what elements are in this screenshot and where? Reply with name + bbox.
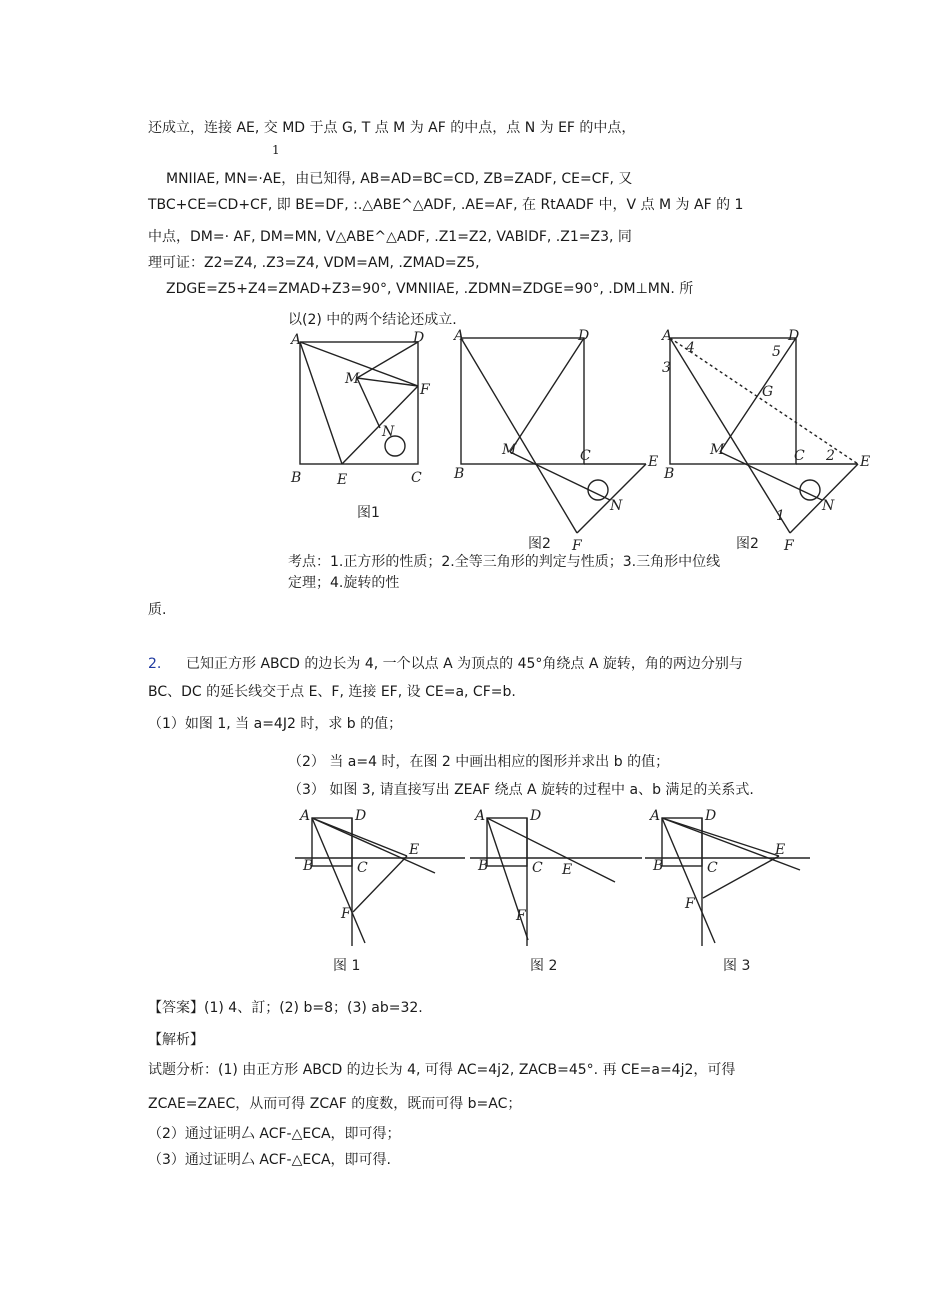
solution-superscript: 1: [272, 143, 280, 157]
label-F: F: [516, 908, 526, 924]
geometry-figure-2: [450, 330, 660, 555]
label-B: B: [454, 466, 465, 482]
label-M: M: [710, 442, 725, 458]
label-F: F: [685, 896, 695, 912]
geometry-figure-1: [285, 330, 435, 530]
label-C: C: [707, 860, 718, 876]
caption: 图 3: [723, 958, 751, 974]
solution-line-3: TBC+CE=CD+CF, 即 BE=DF, :.△ABE^△ADF, .AE=AF, 在 RtAADF 中，V 点 M 为 AF 的 1: [148, 197, 744, 213]
problem-stem-line-1: 已知正方形 ABCD 的边长为 4, 一个以点 A 为顶点的 45°角绕点 A 旋转，角的两边分别与: [186, 656, 743, 672]
label-2: 2: [826, 448, 835, 464]
label-E: E: [337, 472, 348, 488]
label-F: F: [341, 906, 351, 922]
label-A: A: [291, 332, 302, 348]
label-A: A: [300, 808, 311, 824]
label-E: E: [562, 862, 573, 878]
label-G: G: [762, 384, 774, 400]
label-D: D: [788, 328, 800, 344]
label-F: F: [420, 382, 430, 398]
label-N: N: [382, 424, 395, 440]
analysis-line-1: 试题分析：(1) 由正方形 ABCD 的边长为 4, 可得 AC=4j2, ZACB=45°. 再 CE=a=4j2，可得: [148, 1062, 736, 1078]
square: [487, 818, 527, 866]
label-D: D: [355, 808, 367, 824]
label-B: B: [653, 858, 664, 874]
label-D: D: [705, 808, 717, 824]
label-A: A: [454, 328, 465, 344]
solution-line-7: 以(2) 中的两个结论还成立.: [288, 312, 457, 328]
problem-figure-1: [295, 808, 470, 978]
solution-line-4: 中点，DM=· AF, DM=MN, V△ABE^△ADF, .Z1=Z2, VABlDF, .Z1=Z3, 同: [148, 229, 632, 245]
label-4: 4: [686, 340, 695, 356]
problem-stem-line-2: BC、DC 的延长线交于点 E、F, 连接 EF, 设 CE=a, CF=b.: [148, 684, 516, 700]
problem-number: 2.: [148, 656, 162, 672]
square: [312, 818, 352, 866]
label-C: C: [357, 860, 368, 876]
label-B: B: [303, 858, 314, 874]
label-E: E: [860, 454, 871, 470]
analysis-heading: 【解析】: [148, 1032, 204, 1048]
label-5: 5: [772, 344, 781, 360]
label-M: M: [502, 442, 517, 458]
label-B: B: [291, 470, 302, 486]
label-F: F: [784, 538, 794, 554]
geometry-figure-3: [660, 330, 890, 555]
kaodian-line-2: 定理；4.旋转的性: [288, 575, 400, 591]
label-3: 3: [662, 360, 671, 376]
label-A: A: [650, 808, 661, 824]
label-D: D: [530, 808, 542, 824]
question-2: （2） 当 a=4 时，在图 2 中画出相应的图形并求出 b 的值；: [288, 754, 670, 770]
kaodian-line-3: 质.: [148, 602, 167, 618]
problem-figure-2: [470, 808, 645, 978]
question-3: （3） 如图 3, 请直接写出 ZEAF 绕点 A 旋转的过程中 a、b 满足的关系式.: [288, 782, 754, 798]
caption: 图2: [736, 536, 759, 552]
label-C: C: [411, 470, 422, 486]
label-A: A: [475, 808, 486, 824]
label-D: D: [578, 328, 590, 344]
label-A: A: [662, 328, 673, 344]
square: [461, 338, 584, 464]
label-C: C: [532, 860, 543, 876]
label-B: B: [664, 466, 675, 482]
label-M: M: [345, 371, 360, 387]
label-E: E: [409, 842, 420, 858]
answer-line: 【答案】(1) 4、訂；(2) b=8；(3) ab=32.: [148, 1000, 423, 1016]
solution-line-2: MNIIAE, MN=·AE，由已知得, AB=AD=BC=CD, ZB=ZADF, CE=CF, 又: [166, 171, 633, 187]
label-E: E: [775, 842, 786, 858]
caption: 图 2: [530, 958, 558, 974]
label-C: C: [794, 448, 805, 464]
label-N: N: [610, 498, 623, 514]
caption: 图 1: [333, 958, 361, 974]
solution-line-5: 理可证：Z2=Z4, .Z3=Z4, VDM=AM, .ZMAD=Z5,: [148, 255, 480, 271]
label-C: C: [580, 448, 591, 464]
label-N: N: [822, 498, 835, 514]
solution-line-6: ZDGE=Z5+Z4=ZMAD+Z3=90°, VMNIIAE, .ZDMN=ZDGE=90°, .DM⊥MN. 所: [166, 281, 694, 297]
analysis-line-2: ZCAE=ZAEC，从而可得 ZCAF 的度数，既而可得 b=AC；: [148, 1096, 522, 1112]
caption: 图1: [357, 505, 380, 521]
analysis-line-4: （3）通过证明厶 ACF-△ECA，即可得.: [148, 1152, 391, 1168]
analysis-line-3: （2）通过证明厶 ACF-△ECA，即可得；: [148, 1126, 401, 1142]
solution-line-1: 还成立，连接 AE, 交 MD 于点 G, T 点 M 为 AF 的中点，点 N 为 EF 的中点，: [148, 120, 636, 136]
caption: 图2: [528, 536, 551, 552]
label-D: D: [413, 330, 425, 346]
question-1: （1）如图 1, 当 a=4J2 时，求 b 的值；: [148, 716, 403, 732]
label-B: B: [478, 858, 489, 874]
label-E: E: [648, 454, 659, 470]
label-F: F: [572, 538, 582, 554]
kaodian-line-1: 考点：1.正方形的性质；2.全等三角形的判定与性质；3.三角形中位线: [288, 554, 721, 570]
label-1: 1: [776, 508, 785, 524]
problem-figure-3: [645, 808, 820, 978]
